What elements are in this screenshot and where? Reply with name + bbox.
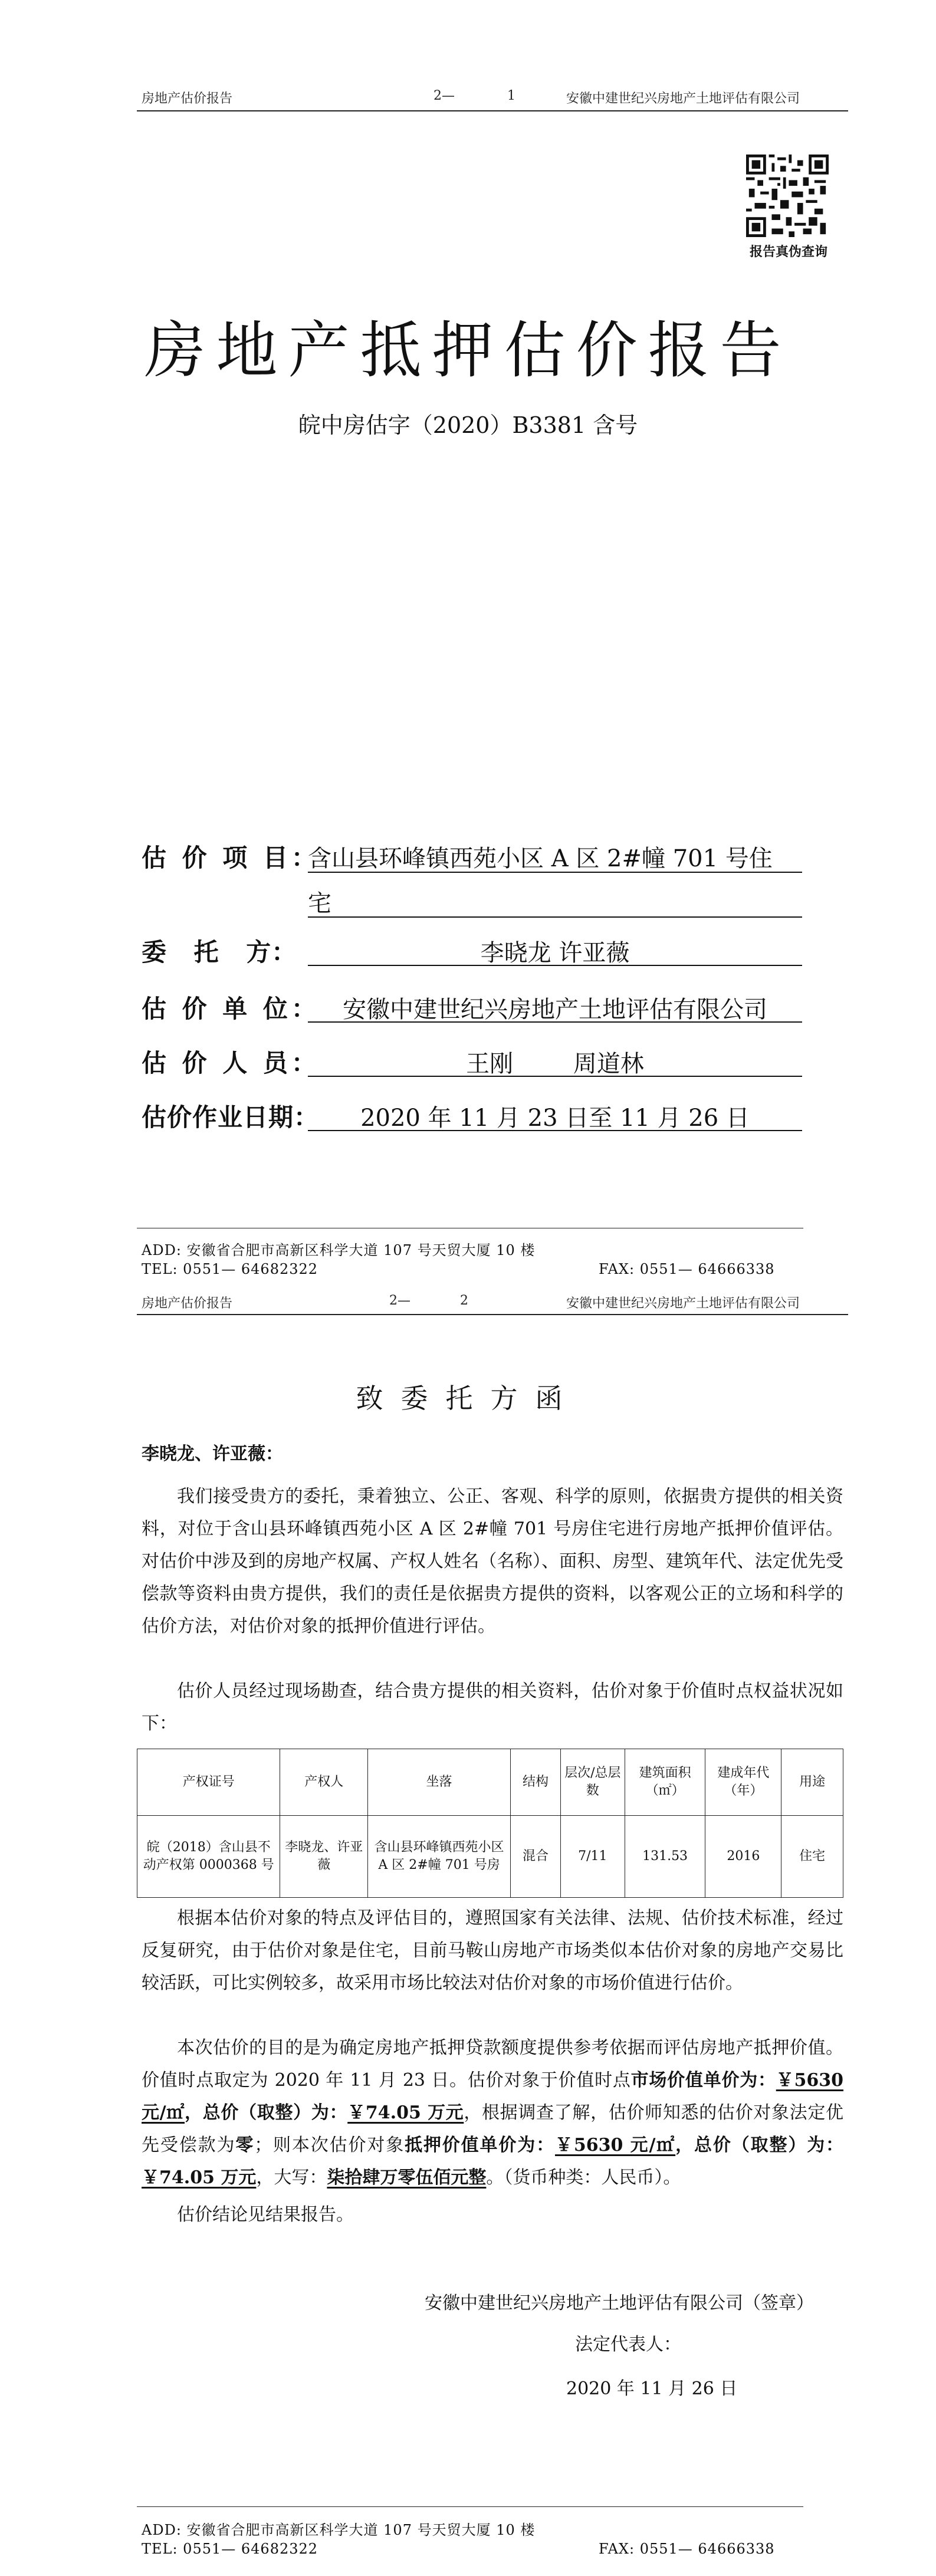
appraisers-label: 估 价 人 员： xyxy=(142,1049,320,1077)
firm-label: 估 价 单 位： xyxy=(142,994,320,1023)
report-number: 皖中房估字（2020）B3381 含号 xyxy=(298,412,638,438)
project-underline-1 xyxy=(308,872,802,873)
report-title: 房地产抵押估价报告 xyxy=(144,314,792,386)
paragraph-survey: 估价人员经过现场勘查，结合贵方提供的相关资料，估价对象于价值时点权益状况如下： xyxy=(142,1681,843,1734)
project-value-line2: 宅 xyxy=(308,890,331,917)
footer-tel: TEL: 0551— 64682322 xyxy=(142,2541,318,2557)
header-page-prefix: 2— xyxy=(433,88,455,103)
work-date-underline xyxy=(308,1130,802,1131)
footer-address: ADD: 安徽省合肥市高新区科学大道 107 号天贸大厦 10 楼 xyxy=(142,1242,536,1259)
header-left: 房地产估价报告 xyxy=(142,1296,233,1311)
appraisers-value: 王刚 周道林 xyxy=(466,1050,644,1077)
header-right: 安徽中建世纪兴房地产土地评估有限公司 xyxy=(566,91,800,106)
col-area: 建筑面积（㎡） xyxy=(625,1749,705,1816)
col-cert-no: 产权证号 xyxy=(137,1749,280,1816)
cell-owner: 李晓龙、许亚薇 xyxy=(280,1816,368,1898)
project-underline-2 xyxy=(308,916,802,918)
footer-tel: TEL: 0551— 64682322 xyxy=(142,1261,318,1277)
cell-cert-no: 皖（2018）含山县不动产权第 0000368 号 xyxy=(137,1816,280,1898)
cell-location: 含山县环峰镇西苑小区 A 区 2#幢 701 号房 xyxy=(367,1816,510,1898)
work-date-value: 2020 年 11 月 23 日至 11 月 26 日 xyxy=(360,1105,750,1132)
footer-fax: FAX: 0551— 64666338 xyxy=(599,2541,775,2557)
firm-value: 安徽中建世纪兴房地产土地评估有限公司 xyxy=(343,996,767,1023)
table-header-row xyxy=(137,1749,843,1816)
col-structure: 结构 xyxy=(511,1749,561,1816)
footer-rule xyxy=(137,2506,803,2507)
project-value-line1: 含山县环峰镇西苑小区 A 区 2#幢 701 号住 xyxy=(308,845,773,872)
salutation: 李晓龙、许亚薇： xyxy=(142,1444,283,1464)
client-label: 委 托 方： xyxy=(142,938,297,967)
header-page-prefix: 2— xyxy=(389,1293,410,1308)
paragraph-conclusion: 本次估价的目的是为确定房地产抵押贷款额度提供参考依据而评估房地产抵押价值。价值时点取定为 2020 年 11 月 23 日。估价对象于价值时点市场价值单价为：￥5630 元/㎡，总价（取整）为：￥74.05 万元，根据调查了解，估价师知悉的估价对象法定优先受偿款为零；则本次估价对象抵押价值单价为：￥5630 元/㎡，总价（取整）为：￥74.05 万元，大写：柒拾肆万零伍佰元整。（货币种类：人民币）。 xyxy=(142,2038,844,2188)
signature-company: 安徽中建世纪兴房地产土地评估有限公司（签章） xyxy=(425,2293,814,2314)
qr-code-icon[interactable] xyxy=(746,155,829,237)
header-rule xyxy=(137,110,848,111)
col-owner: 产权人 xyxy=(280,1749,368,1816)
property-table xyxy=(137,1749,843,1898)
firm-underline xyxy=(308,1021,802,1023)
header-page-num: 2 xyxy=(460,1293,468,1308)
paragraph-intro: 我们接受贵方的委托，秉着独立、公正、客观、科学的原则，依据贵方提供的相关资料，对位于含山县环峰镇西苑小区 A 区 2#幢 701 号房住宅进行房地产抵押价值评估。对估价中涉及到的房地产权属、产权人姓名（名称）、面积、房型、建筑年代、法定优先受偿款等资料由贵方提供，我们的责任是依据贵方提供的资料，以客观公正的立场和科学的估价方法，对估价对象的抵押价值进行评估。 xyxy=(142,1486,843,1637)
qr-caption: 报告真伪查询 xyxy=(749,244,827,259)
signature-date: 2020 年 11 月 26 日 xyxy=(566,2378,738,2399)
project-label: 估 价 项 目： xyxy=(142,843,320,872)
appraisers-underline xyxy=(308,1076,802,1077)
header-right: 安徽中建世纪兴房地产土地评估有限公司 xyxy=(566,1296,800,1311)
work-date-label: 估价作业日期： xyxy=(142,1103,320,1132)
paragraph-see-report: 估价结论见结果报告。 xyxy=(177,2204,354,2225)
cell-structure: 混合 xyxy=(511,1816,561,1898)
col-year: 建成年代（年） xyxy=(705,1749,781,1816)
client-value: 李晓龙 许亚薇 xyxy=(480,939,630,967)
letter-title: 致委托方函 xyxy=(356,1382,580,1414)
col-location: 坐落 xyxy=(367,1749,510,1816)
col-floor: 层次/总层数 xyxy=(560,1749,625,1816)
col-usage: 用途 xyxy=(781,1749,843,1816)
cell-year: 2016 xyxy=(705,1816,781,1898)
cell-usage: 住宅 xyxy=(781,1816,843,1898)
footer-fax: FAX: 0551— 64666338 xyxy=(599,1261,775,1277)
footer-address: ADD: 安徽省合肥市高新区科学大道 107 号天贸大厦 10 楼 xyxy=(142,2522,536,2538)
client-underline xyxy=(308,965,802,966)
cell-floor: 7/11 xyxy=(560,1816,625,1898)
table-row xyxy=(137,1816,843,1898)
paragraph-method: 根据本估价对象的特点及评估目的，遵照国家有关法律、法规、估价技术标准，经过反复研究，由于估价对象是住宅，目前马鞍山房地产市场类似本估价对象的房地产交易比较活跃，可比实例较多，故采用市场比较法对估价对象的市场价值进行估价。 xyxy=(142,1908,843,1993)
header-page-num: 1 xyxy=(507,88,515,103)
signature-representative: 法定代表人： xyxy=(575,2334,681,2355)
cell-area: 131.53 xyxy=(625,1816,705,1898)
header-left: 房地产估价报告 xyxy=(142,91,233,106)
header-rule xyxy=(137,1314,848,1315)
